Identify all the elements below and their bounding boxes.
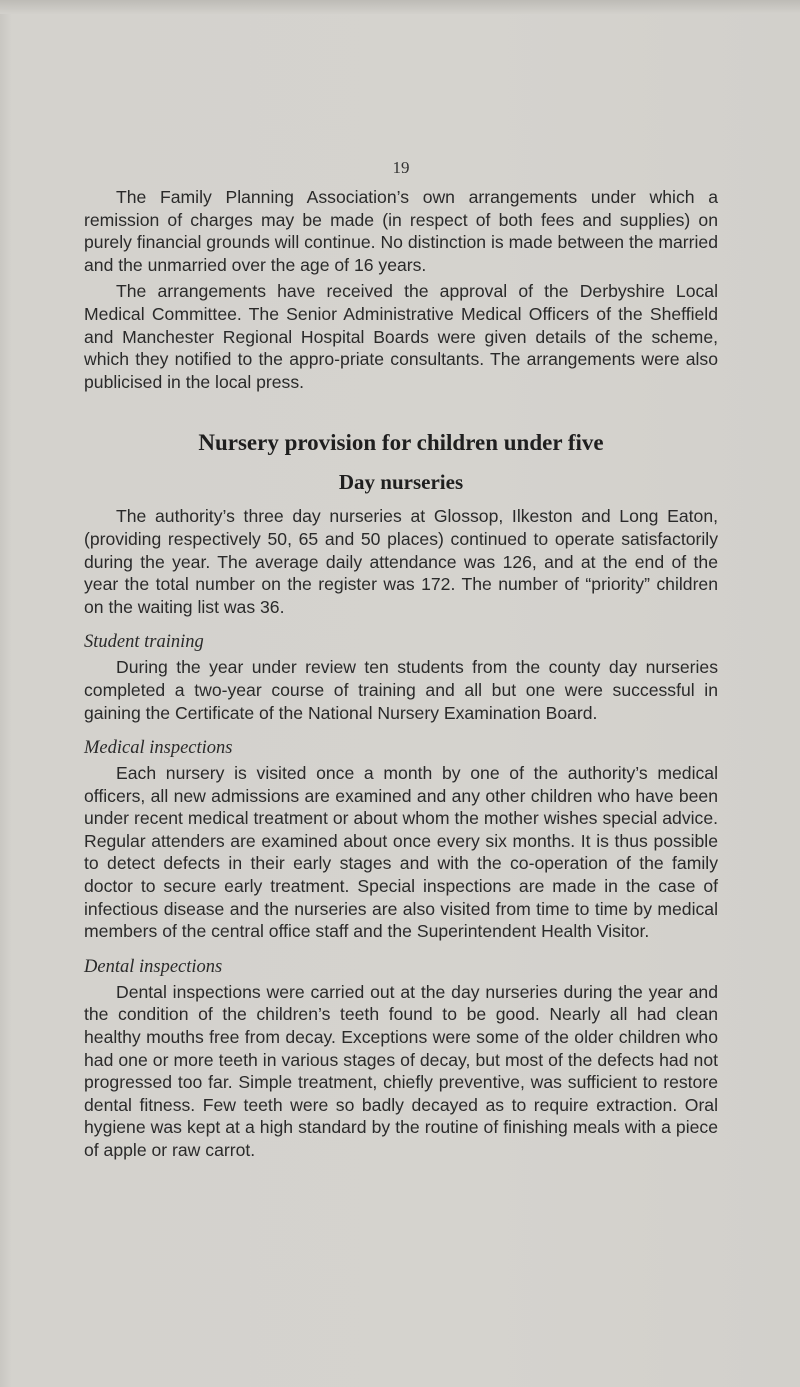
day-nurseries-paragraph: The authority’s three day nurseries at Glossop, Ilkeston and Long Eaton, (providing respectively 50, 65 and 50 places) continued to operate satisfactorily during the year. The average daily attendance was 126, and at the end of the year the total number on the register was 172. The number of “priority” children on the waiting list was 36.: [84, 506, 718, 617]
intro-paragraph-2: The arrangements have received the approval of the Derbyshire Local Medical Committee. The Senior Administrative Medical Officers of the Sheffield and Manchester Regional Hospital Boards were given details of the scheme, which they notified to the appro-priate consultants. The arrangements were also publicised in the local press.: [84, 281, 718, 392]
medical-inspections-heading: Medical inspections: [84, 738, 233, 759]
medical-inspections-paragraph: Each nursery is visited once a month by one of the authority’s medical officers, all new admissions are examined and any other children who have been under recent medical treatment or about whom the mother wishes special advice. Regular attenders are examined about once every six months. It is thus possible to detect defects in their early stages and with the co-operation of the family doctor to secure early treatment. Special inspections are made in the case of infectious disease and the nurseries are also visited from time to time by medical members of the central office staff and the Superintendent Health Visitor.: [84, 763, 718, 942]
student-training-paragraph: During the year under review ten students from the county day nurseries completed a two-year course of training and all but one were successful in gaining the Certificate of the National Nursery Examination Board.: [84, 657, 718, 723]
dental-inspections-heading: Dental inspections: [84, 956, 223, 977]
subsection-title: Day nurseries: [338, 470, 464, 495]
page-edge-shadow: [0, 0, 800, 14]
student-training-heading: Student training: [84, 632, 204, 653]
page-number: 19: [392, 158, 410, 177]
dental-inspections-paragraph: Dental inspections were carried out at the day nurseries during the year and the condition of the children’s teeth found to be good. Nearly all had clean healthy mouths free from decay. Exceptions were some of the older children who had one or more teeth in various stages of decay, but most of the defects had not progressed too far. Simple treatment, chiefly preventive, was sufficient to restore dental fitness. Few teeth were so badly decayed as to require extraction. Oral hygiene was kept at a high standard by the routine of finishing meals with a piece of apple or raw carrot.: [84, 981, 718, 1160]
intro-paragraph-1: The Family Planning Association’s own arrangements under which a remission of charges may be made (in respect of both fees and supplies) on purely financial grounds will continue. No distinction is made between the married and the unmarried over the age of 16 years.: [84, 187, 718, 275]
page-content: [84, 158, 718, 1162]
section-title: Nursery provision for children under five: [198, 430, 604, 456]
